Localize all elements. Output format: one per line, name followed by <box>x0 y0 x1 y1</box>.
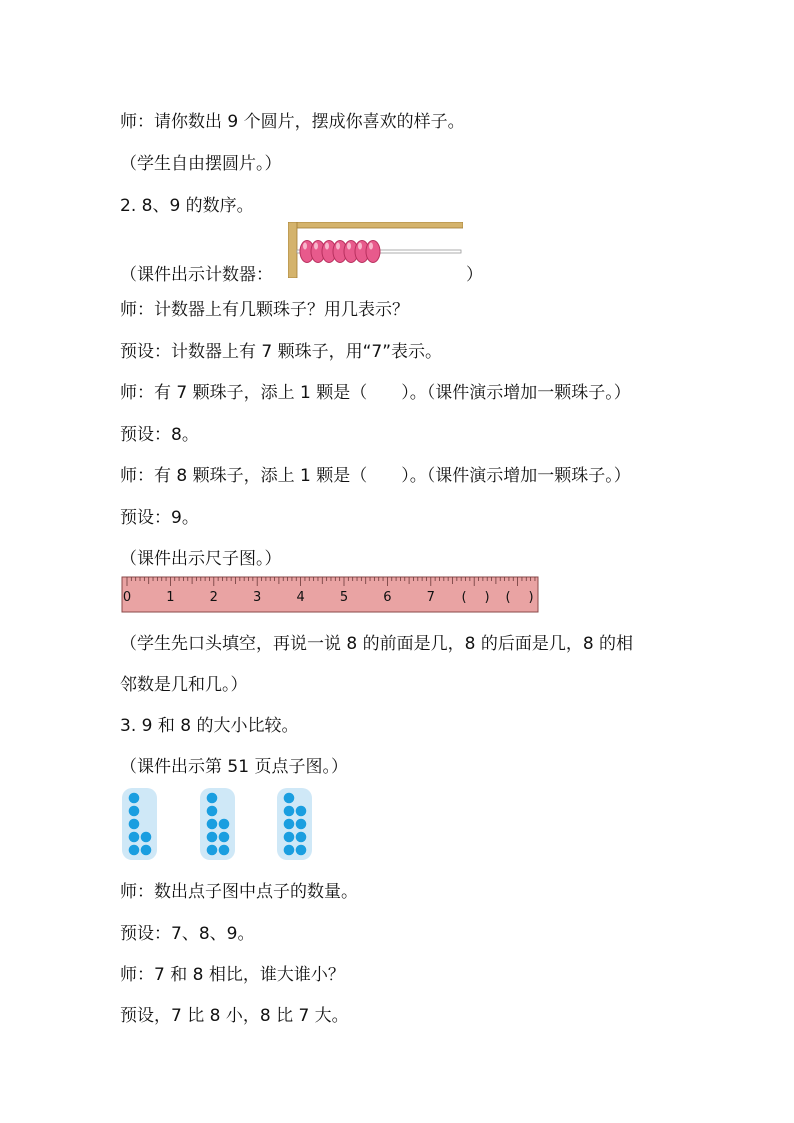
dot <box>219 832 230 843</box>
bead-highlight <box>325 243 329 250</box>
dot <box>296 806 307 817</box>
bead-highlight <box>314 243 318 250</box>
dot <box>296 845 307 856</box>
ruler-label: 2 <box>209 590 218 605</box>
dot <box>296 819 307 830</box>
text-line: 预设，7 比 8 小，8 比 7 大。 <box>120 1006 349 1026</box>
bead-highlight <box>347 243 351 250</box>
text-line: 师：计数器上有几颗珠子？用几表示？ <box>120 300 409 320</box>
ruler-label: 1 <box>166 590 175 605</box>
dot <box>207 819 218 830</box>
text-line: 预设：7、8、9。 <box>120 924 255 944</box>
dot <box>284 793 295 804</box>
text-line: 预设：计数器上有 7 颗珠子，用“7”表示。 <box>120 342 443 362</box>
dot <box>207 832 218 843</box>
ruler-label: ) <box>528 590 534 605</box>
ruler-body <box>122 577 538 612</box>
text-line: 预设：8。 <box>120 425 199 445</box>
dot <box>141 832 152 843</box>
dot <box>284 806 295 817</box>
section-heading: 3. 9 和 8 的大小比较。 <box>120 716 299 736</box>
text-line: 师：7 和 8 相比，谁大谁小？ <box>120 965 345 985</box>
dot <box>129 806 140 817</box>
dot <box>129 793 140 804</box>
ruler-figure <box>121 576 541 614</box>
text-line: （学生先口头填空，再说一说 8 的前面是几，8 的后面是几，8 的相 <box>120 634 634 654</box>
ruler-label: 5 <box>339 590 349 605</box>
abacus-figure <box>288 222 463 278</box>
text-line: （课件出示计数器： <box>120 265 273 285</box>
dot <box>219 819 230 830</box>
text-line: （课件出示第 51 页点子图。） <box>120 757 348 777</box>
dot <box>129 819 140 830</box>
text-line: （学生自由摆圆片。） <box>120 154 282 174</box>
dot <box>207 845 218 856</box>
ruler-label: ( <box>505 590 511 605</box>
dot-card <box>122 788 157 860</box>
dot <box>141 845 152 856</box>
text-line: 师：请你数出 9 个圆片，摆成你喜欢的样子。 <box>120 112 465 132</box>
ruler-label: 0 <box>122 590 132 605</box>
dot-card-figure <box>118 788 318 863</box>
bead-highlight <box>358 243 362 250</box>
ruler-label: 3 <box>253 590 262 605</box>
dot <box>219 845 230 856</box>
dot <box>284 819 295 830</box>
ruler-label: 7 <box>426 590 435 605</box>
bead-highlight <box>303 243 307 250</box>
text-line: 师：有 7 颗珠子，添上 1 颗是（ ）。（课件演示增加一颗珠子。） <box>120 383 631 403</box>
dot <box>284 845 295 856</box>
ruler-label: 4 <box>296 590 305 605</box>
text-line: 预设：9。 <box>120 508 199 528</box>
bead-highlight <box>336 243 340 250</box>
abacus-frame-top <box>288 222 463 228</box>
dot <box>284 832 295 843</box>
text-line: ） <box>466 265 483 285</box>
dot-card-background <box>122 788 157 860</box>
dot-card <box>277 788 312 860</box>
text-line: 邻数是几和几。） <box>120 675 248 695</box>
dot <box>296 832 307 843</box>
text-line: 师：数出点子图中点子的数量。 <box>120 882 358 902</box>
dot <box>129 845 140 856</box>
ruler-label: ( <box>461 590 467 605</box>
dot-card-background <box>200 788 235 860</box>
dot-card <box>200 788 235 860</box>
abacus-frame-side <box>288 222 297 278</box>
ruler-label: ) <box>484 590 490 605</box>
dot-card-background <box>277 788 312 860</box>
dot <box>207 806 218 817</box>
dot <box>129 832 140 843</box>
text-line: （课件出示尺子图。） <box>120 549 282 569</box>
section-heading: 2. 8、9 的数序。 <box>120 196 254 216</box>
ruler-label: 6 <box>383 590 392 605</box>
dot <box>207 793 218 804</box>
text-line: 师：有 8 颗珠子，添上 1 颗是（ ）。（课件演示增加一颗珠子。） <box>120 466 631 486</box>
bead-highlight <box>369 243 373 250</box>
abacus-bead <box>366 241 380 263</box>
